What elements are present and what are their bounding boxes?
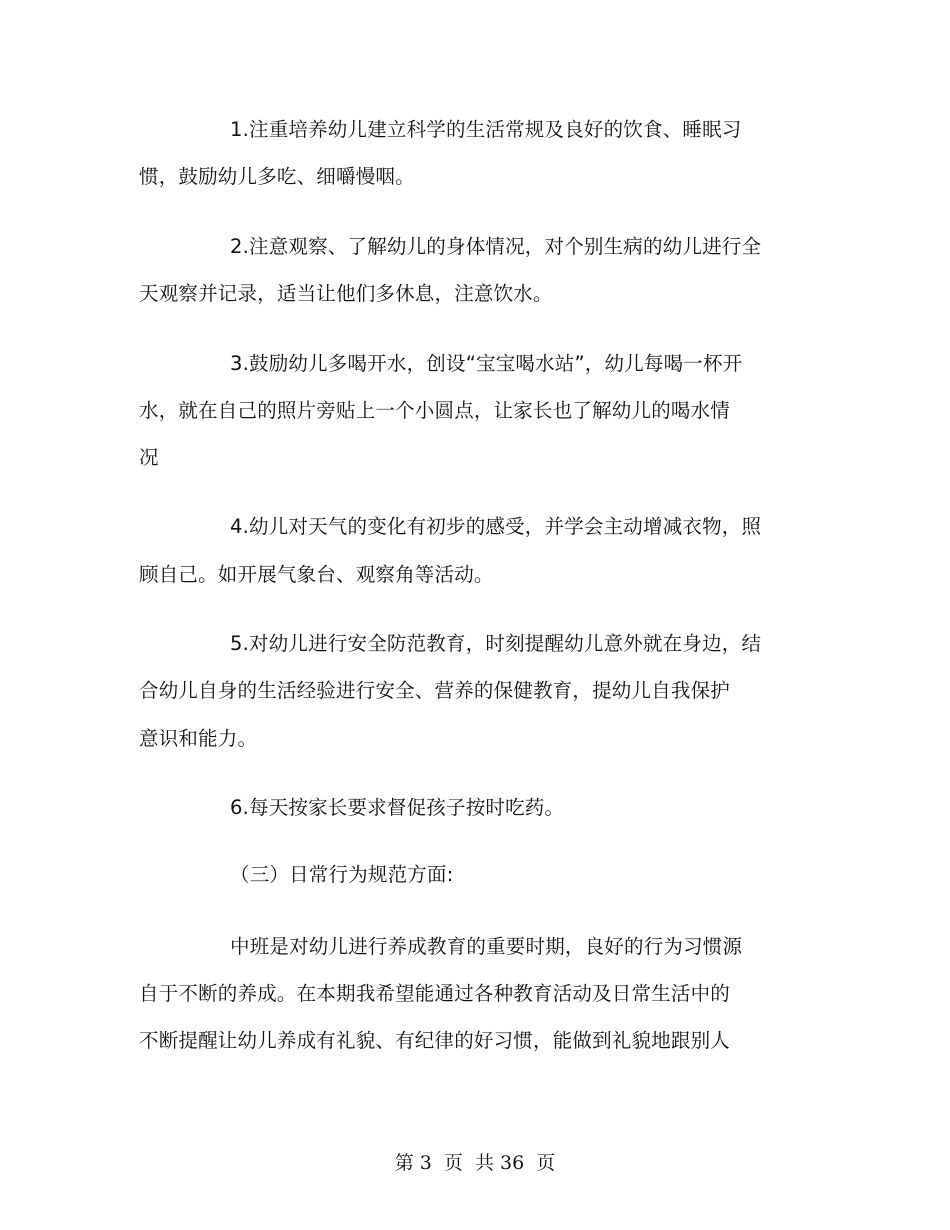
paragraph-2-line-1: 2.注意观察、了解幼儿的身体情况，对个别生病的幼儿进行全 [230, 235, 762, 258]
paragraph-5-line-3: 意识和能力。 [139, 727, 258, 750]
paragraph-5-line-2: 合幼儿自身的生活经验进行安全、营养的保健教育，提幼儿自我保护 [139, 679, 731, 702]
section-heading: （三）日常行为规范方面: [230, 863, 454, 886]
paragraph-7-line-3: 不断提醒让幼儿养成有礼貌、有纪律的好习惯，能做到礼貌地跟别人 [139, 1029, 731, 1052]
paragraph-2-line-2: 天观察并记录，适当让他们多休息，注意饮水。 [139, 282, 553, 305]
paragraph-7-line-2: 自于不断的养成。在本期我希望能通过各种教育活动及日常生活中的 [139, 982, 731, 1005]
paragraph-6-line-1: 6.每天按家长要求督促孩子按时吃药。 [230, 796, 565, 819]
paragraph-4-line-1: 4.幼儿对天气的变化有初步的感受，并学会主动增减衣物，照 [230, 515, 762, 538]
paragraph-4-line-2: 顾自己。如开展气象台、观察角等活动。 [139, 563, 494, 586]
paragraph-1-line-1: 1.注重培养幼儿建立科学的生活常规及良好的饮食、睡眠习 [230, 118, 742, 141]
paragraph-3-line-1: 3.鼓励幼儿多喝开水，创设“宝宝喝水站”，幼儿每喝一杯开 [230, 352, 743, 375]
paragraph-3-line-2: 水，就在自己的照片旁贴上一个小圆点，让家长也了解幼儿的喝水情 [139, 399, 731, 422]
page-number-footer: 第 3 页 共 36 页 [394, 1152, 556, 1174]
paragraph-5-line-1: 5.对幼儿进行安全防范教育，时刻提醒幼儿意外就在身边，结 [230, 632, 762, 655]
paragraph-3-line-3: 况 [139, 446, 159, 469]
paragraph-7-line-1: 中班是对幼儿进行养成教育的重要时期，良好的行为习惯源 [230, 935, 743, 958]
paragraph-1-line-2: 惯，鼓励幼儿多吃、细嚼慢咽。 [139, 165, 415, 188]
